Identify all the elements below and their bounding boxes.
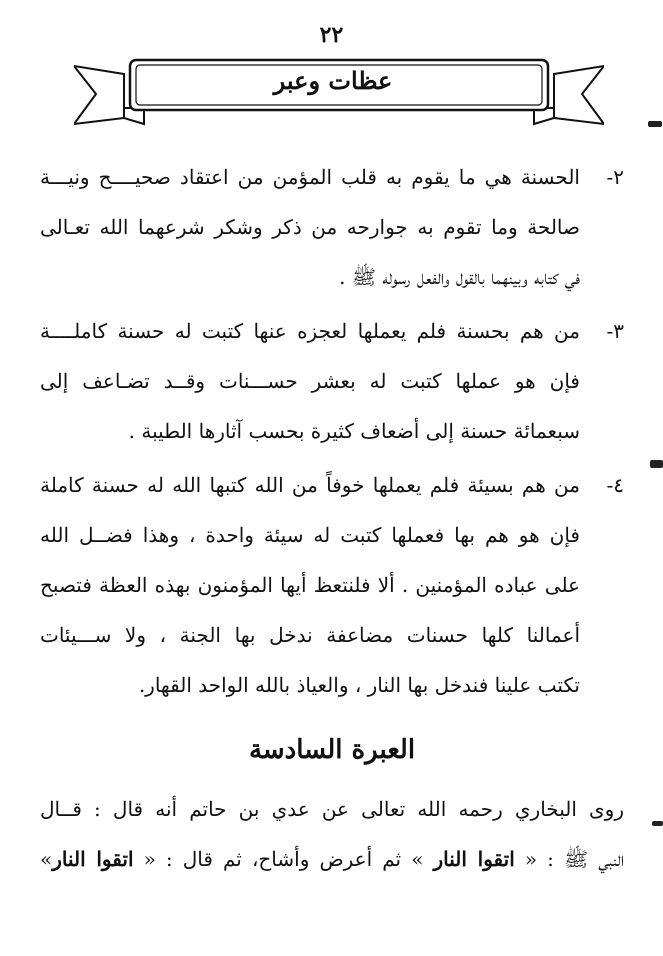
text-line-quote xyxy=(40,834,624,884)
margin-mark xyxy=(652,821,663,826)
text-line: أعمالنا كلها حسنات مضاعفة ندخل بها الجنة ، ولا ســـيئات xyxy=(40,623,580,647)
banner-title: عظات وعبر xyxy=(273,66,393,95)
quote-suffix: » xyxy=(40,847,53,871)
list-item xyxy=(40,460,624,710)
text-line: من هم بحسنة فلم يعملها لعجزه عنها كتبت له حسنة كاملــــة xyxy=(40,319,580,343)
section-paragraph xyxy=(40,784,624,884)
page-content xyxy=(40,152,624,884)
item-number: ٢- xyxy=(606,165,624,189)
text-line: الحسنة هي ما يقوم به قلب المؤمن من اعتقاد صحيــــح ونيـــة xyxy=(40,165,580,189)
section-title: العبرة السادسة xyxy=(248,735,416,765)
page-number: ٢٢ xyxy=(319,22,344,48)
quote-prefix: النبي ﷺ : « xyxy=(514,847,625,871)
quote-bold: اتقوا النار xyxy=(433,847,515,871)
text-line: على عباده المؤمنين . ألا فلنتعظ أيها المؤمنون بهذه العظة فتصبح xyxy=(40,573,580,597)
list-item xyxy=(40,306,624,456)
item-text xyxy=(40,460,580,710)
banner-left-tail xyxy=(74,66,124,124)
text-line: صالحة وما تقوم به جوارحه من ذكر وشكر شرعهما الله تعـالى xyxy=(40,215,580,239)
text-line: سبعمائة حسنة إلى أضعاف كثيرة بحسب آثارها الطيبة . xyxy=(128,419,580,443)
text-line: في كتابه وبينهما بالقول والفعل رسوله ﷺ . xyxy=(339,265,580,289)
quote-bold: اتقوا النار xyxy=(52,847,134,871)
quote-middle: » ثم أعرض وأشاح، ثم قال : « xyxy=(133,847,434,871)
banner-right-tail xyxy=(554,66,604,124)
item-number: ٣- xyxy=(606,319,624,343)
text-line: فإن هو عملها كتبت له بعشر حســـنات وقــد تضـاعف إلى xyxy=(40,369,580,393)
list-item xyxy=(40,152,624,302)
item-text xyxy=(40,152,580,302)
margin-mark xyxy=(648,121,662,127)
text-line: فإن هو هم بها فعملها كتبت له سيئة واحدة ، وهذا فضــل الله xyxy=(40,523,580,547)
text-line: روى البخاري رحمه الله تعالى عن عدي بن حاتم أنه قال : قــال xyxy=(40,797,624,821)
text-line: تكتب علينا فندخل بها النار ، والعياذ بالله الواحد القهار. xyxy=(138,673,580,697)
item-number: ٤- xyxy=(606,473,624,497)
item-text xyxy=(40,306,580,456)
margin-mark xyxy=(650,460,663,468)
text-line: من هم بسيئة فلم يعملها خوفاً من الله كتبها الله له حسنة كاملة xyxy=(40,473,580,497)
